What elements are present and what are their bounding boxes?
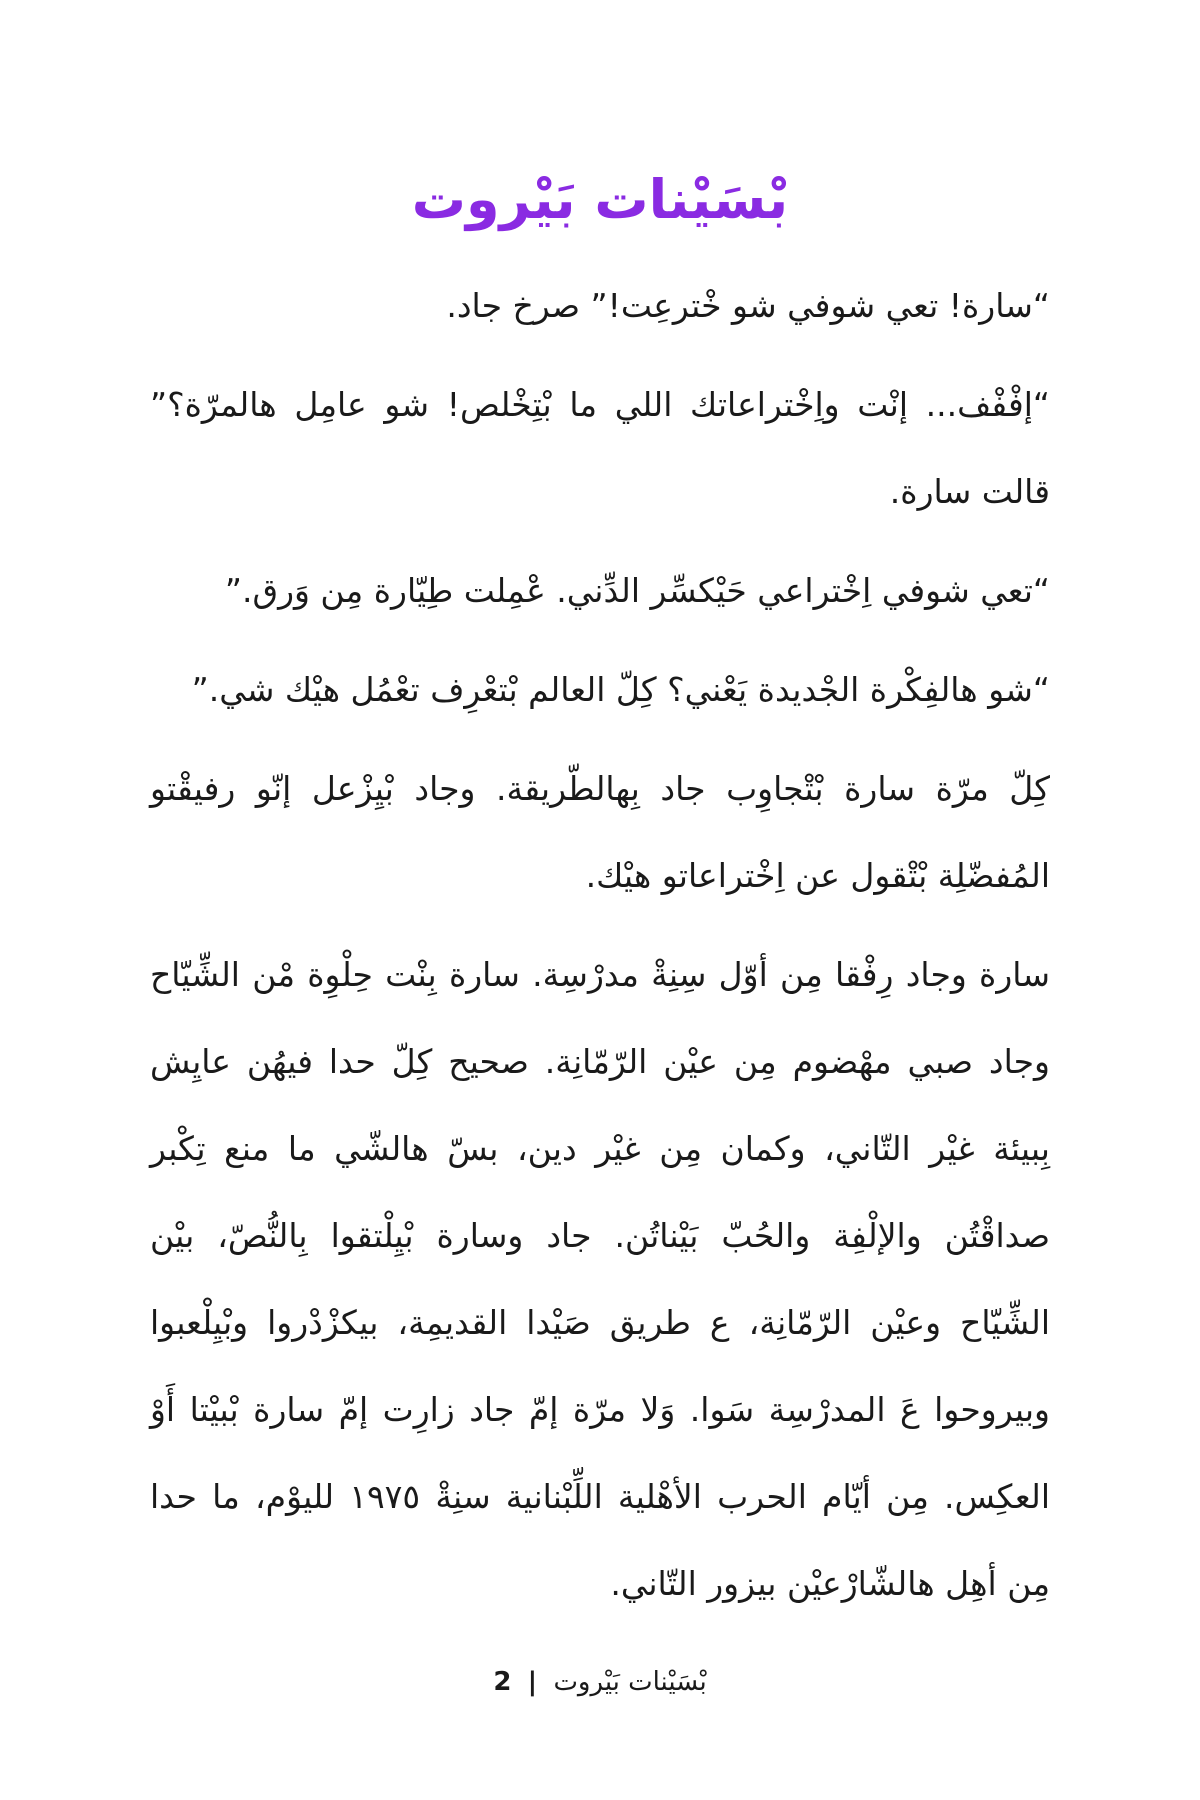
page-number: 2 [493,1667,512,1697]
footer-book-title: بْسَيْنات بَيْروت [553,1667,707,1697]
page-footer [0,1664,1200,1700]
paragraph-1: “سارة! تعي شوفي شو خْترعِت!” صرخ جاد. [446,286,1050,325]
paragraph-5: كِلّ مرّة سارة بْتْجاوِب جاد بِهالطّريقة. وجاد بْيِزْعل إنّو رفيقْتو المُفضّلِة بْتْقول عن اِخْتراعاتو هيْك. [150,769,1050,895]
paragraph-2: “إفْفْف... إنْت واِخْتراعاتك اللي ما بْتِخْلص! شو عامِل هالمرّة؟” قالت سارة. [150,385,1050,511]
paragraph-4: “شو هالفِكْرة الجْديدة يَعْني؟ كِلّ العالم بْتعْرِف تعْمُل هيْك شي.” [191,670,1050,709]
paragraph-3: “تعي شوفي اِخْتراعي حَيْكسِّر الدِّني. عْمِلت طِيّارة مِن وَرق.” [224,571,1050,610]
story-body [150,262,1050,1639]
page-title: بْسَيْنات بَيْروت [411,168,789,231]
paragraph-6: سارة وجاد رِفْقا مِن أوّل سِنِةْ مدرْسِة. سارة بِنْت حِلْوِة مْن الشِّيّاح وجاد صبي مهْضوم مِن عيْن الرّمّانِة. صحيح كِلّ حدا فيهُن عايِش بِبيئة غيْر التّاني، وكمان مِن غيْر دين، بسّ هالشّي ما منع تِكْبر صداقْتُن والإلْفِة والحُبّ بَيْناتُن. جاد وسارة بْيِلْتقوا بِالنُّصّ، بيْن الشِّيّاح وعيْن الرّمّانِة، ع طريق صَيْدا القديمِة، بيكزْدْروا وبْيِلْعبوا وبيروحوا عَ المدرْسِة سَوا. وَلا مرّة إمّ جاد زارِت إمّ سارة بْبيْتا أَوْ العكِس. مِن أيّام الحرب الأهْلية اللِّبْنانية سنِةْ ١٩٧٥ لليوْم، ما حدا مِن أهِل هالشّارْعيْن بيزور التّاني. [150,955,1050,1603]
footer-separator: | [527,1667,538,1697]
